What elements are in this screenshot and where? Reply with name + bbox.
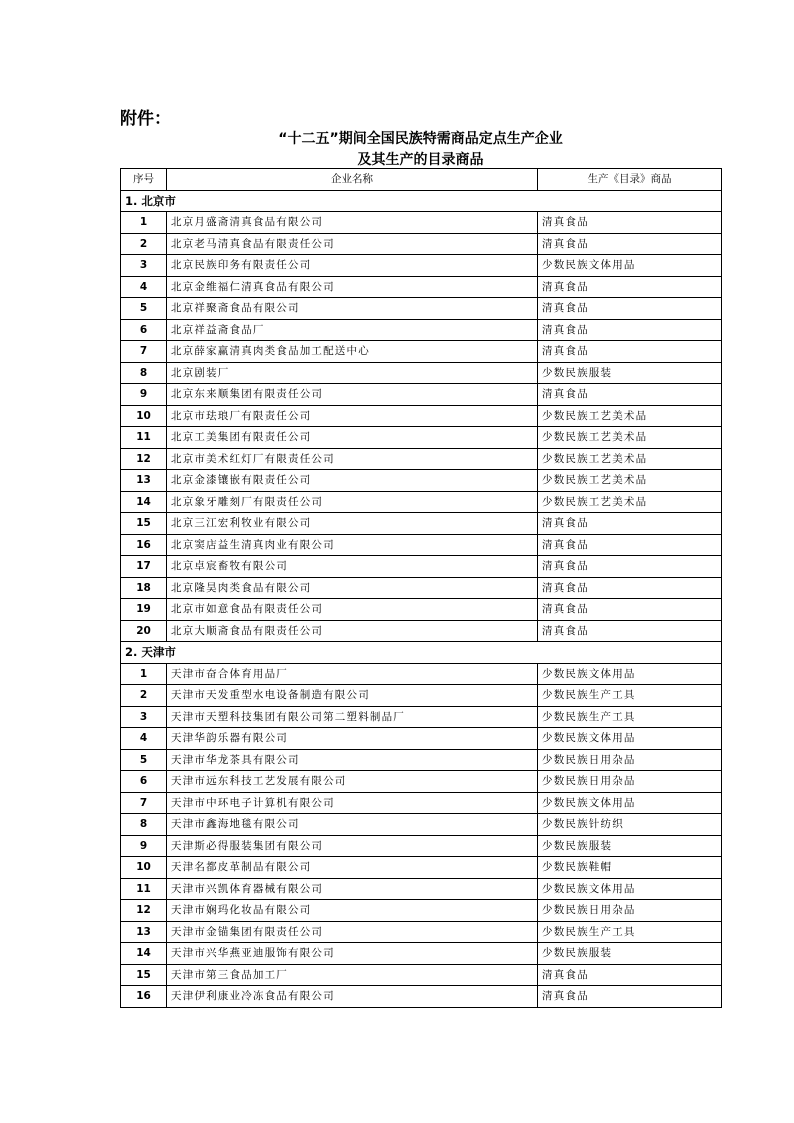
product-category: 清真食品 <box>538 577 722 599</box>
enterprise-name: 北京三江宏利牧业有限公司 <box>167 513 538 535</box>
table-row <box>121 298 722 320</box>
product-category: 清真食品 <box>538 534 722 556</box>
enterprise-name: 天津名都皮革制品有限公司 <box>167 857 538 879</box>
table-row <box>121 212 722 234</box>
enterprise-name: 北京祥聚斋食品有限公司 <box>167 298 538 320</box>
table-row <box>121 448 722 470</box>
table-row <box>121 921 722 943</box>
row-index: 15 <box>121 964 167 986</box>
section-title: 2. 天津市 <box>121 642 722 664</box>
product-category: 少数民族文体用品 <box>538 792 722 814</box>
table-row <box>121 857 722 879</box>
document-title: “十二五”期间全国民族特需商品定点生产企业 <box>278 131 563 147</box>
product-category: 少数民族文体用品 <box>538 878 722 900</box>
column-header-index: 序号 <box>121 169 167 191</box>
enterprise-name: 北京窦店益生清真肉业有限公司 <box>167 534 538 556</box>
product-category: 清真食品 <box>538 964 722 986</box>
row-index: 2 <box>121 685 167 707</box>
product-category: 少数民族工艺美术品 <box>538 491 722 513</box>
row-index: 11 <box>121 427 167 449</box>
product-category: 清真食品 <box>538 276 722 298</box>
product-category: 少数民族服装 <box>538 943 722 965</box>
product-category: 清真食品 <box>538 384 722 406</box>
product-category: 少数民族生产工具 <box>538 685 722 707</box>
enterprise-name: 天津市中环电子计算机有限公司 <box>167 792 538 814</box>
enterprise-name: 北京市珐琅厂有限责任公司 <box>167 405 538 427</box>
row-index: 3 <box>121 255 167 277</box>
table-row <box>121 771 722 793</box>
row-index: 12 <box>121 900 167 922</box>
product-category: 少数民族鞋帽 <box>538 857 722 879</box>
column-header-product: 生产《目录》商品 <box>538 169 722 191</box>
enterprise-name: 北京薛家赢清真肉类食品加工配送中心 <box>167 341 538 363</box>
section-title: 1. 北京市 <box>121 190 722 212</box>
enterprise-name: 北京民族印务有限责任公司 <box>167 255 538 277</box>
enterprise-name: 天津市金锚集团有限责任公司 <box>167 921 538 943</box>
enterprise-name: 天津市兴凯体育器械有限公司 <box>167 878 538 900</box>
row-index: 15 <box>121 513 167 535</box>
table-row <box>121 685 722 707</box>
row-index: 7 <box>121 341 167 363</box>
enterprise-name: 北京金漆镶嵌有限责任公司 <box>167 470 538 492</box>
product-category: 清真食品 <box>538 556 722 578</box>
row-index: 6 <box>121 771 167 793</box>
row-index: 8 <box>121 362 167 384</box>
row-index: 10 <box>121 857 167 879</box>
row-index: 13 <box>121 470 167 492</box>
enterprise-name: 北京大顺斋食品有限责任公司 <box>167 620 538 642</box>
table-row <box>121 341 722 363</box>
table-row <box>121 749 722 771</box>
product-category: 少数民族服装 <box>538 835 722 857</box>
enterprise-name: 北京祥益斋食品厂 <box>167 319 538 341</box>
product-category: 清真食品 <box>538 513 722 535</box>
table-row <box>121 878 722 900</box>
table-row <box>121 964 722 986</box>
row-index: 10 <box>121 405 167 427</box>
table-header-row <box>121 169 722 191</box>
product-category: 少数民族工艺美术品 <box>538 448 722 470</box>
document-subtitle: 及其生产的目录商品 <box>357 152 484 168</box>
table-row <box>121 534 722 556</box>
row-index: 20 <box>121 620 167 642</box>
table-row <box>121 470 722 492</box>
product-category: 清真食品 <box>538 620 722 642</box>
enterprise-name: 天津华韵乐器有限公司 <box>167 728 538 750</box>
enterprise-name: 天津市兴华燕亚迪服饰有限公司 <box>167 943 538 965</box>
product-category: 少数民族日用杂品 <box>538 771 722 793</box>
table-row <box>121 986 722 1008</box>
row-index: 17 <box>121 556 167 578</box>
table-row <box>121 427 722 449</box>
row-index: 18 <box>121 577 167 599</box>
enterprise-name: 天津市第三食品加工厂 <box>167 964 538 986</box>
row-index: 13 <box>121 921 167 943</box>
table-row <box>121 599 722 621</box>
product-category: 少数民族生产工具 <box>538 706 722 728</box>
product-category: 清真食品 <box>538 341 722 363</box>
table-row <box>121 663 722 685</box>
enterprise-name: 北京东来顺集团有限责任公司 <box>167 384 538 406</box>
product-category: 少数民族工艺美术品 <box>538 470 722 492</box>
enterprise-name: 北京剧装厂 <box>167 362 538 384</box>
enterprise-name: 天津市天塑科技集团有限公司第二塑料制品厂 <box>167 706 538 728</box>
row-index: 5 <box>121 298 167 320</box>
product-category: 少数民族工艺美术品 <box>538 405 722 427</box>
product-category: 清真食品 <box>538 233 722 255</box>
section-row <box>121 642 722 664</box>
table-row <box>121 255 722 277</box>
enterprise-name: 北京隆昊肉类食品有限公司 <box>167 577 538 599</box>
enterprise-name: 北京卓宸畜牧有限公司 <box>167 556 538 578</box>
product-category: 少数民族生产工具 <box>538 921 722 943</box>
table-row <box>121 900 722 922</box>
product-category: 清真食品 <box>538 298 722 320</box>
table-row <box>121 835 722 857</box>
table-row <box>121 491 722 513</box>
enterprise-name: 天津市天发重型水电设备制造有限公司 <box>167 685 538 707</box>
enterprise-table <box>120 168 722 1008</box>
enterprise-name: 天津市奋合体育用品厂 <box>167 663 538 685</box>
row-index: 8 <box>121 814 167 836</box>
table-row <box>121 556 722 578</box>
enterprise-name: 天津市华龙茶具有限公司 <box>167 749 538 771</box>
enterprise-name: 天津伊利康业冷冻食品有限公司 <box>167 986 538 1008</box>
row-index: 12 <box>121 448 167 470</box>
enterprise-name: 北京工美集团有限责任公司 <box>167 427 538 449</box>
row-index: 14 <box>121 491 167 513</box>
row-index: 1 <box>121 663 167 685</box>
product-category: 清真食品 <box>538 212 722 234</box>
row-index: 4 <box>121 276 167 298</box>
table-row <box>121 943 722 965</box>
table-row <box>121 362 722 384</box>
table-row <box>121 728 722 750</box>
enterprise-name: 北京月盛斋清真食品有限公司 <box>167 212 538 234</box>
enterprise-name: 北京市美术红灯厂有限责任公司 <box>167 448 538 470</box>
enterprise-name: 天津市鑫海地毯有限公司 <box>167 814 538 836</box>
product-category: 清真食品 <box>538 319 722 341</box>
table-row <box>121 577 722 599</box>
table-row <box>121 706 722 728</box>
table-row <box>121 276 722 298</box>
enterprise-name: 北京象牙雕刻厂有限责任公司 <box>167 491 538 513</box>
table-row <box>121 814 722 836</box>
product-category: 少数民族工艺美术品 <box>538 427 722 449</box>
row-index: 7 <box>121 792 167 814</box>
row-index: 9 <box>121 384 167 406</box>
enterprise-name: 天津市娴玛化妆品有限公司 <box>167 900 538 922</box>
product-category: 清真食品 <box>538 599 722 621</box>
table-row <box>121 620 722 642</box>
row-index: 5 <box>121 749 167 771</box>
table-row <box>121 513 722 535</box>
product-category: 少数民族日用杂品 <box>538 900 722 922</box>
table-row <box>121 405 722 427</box>
product-category: 少数民族文体用品 <box>538 728 722 750</box>
product-category: 清真食品 <box>538 986 722 1008</box>
row-index: 9 <box>121 835 167 857</box>
row-index: 1 <box>121 212 167 234</box>
product-category: 少数民族文体用品 <box>538 663 722 685</box>
attachment-label: 附件： <box>120 109 171 129</box>
product-category: 少数民族针纺织 <box>538 814 722 836</box>
product-category: 少数民族文体用品 <box>538 255 722 277</box>
row-index: 14 <box>121 943 167 965</box>
table-row <box>121 792 722 814</box>
row-index: 2 <box>121 233 167 255</box>
row-index: 3 <box>121 706 167 728</box>
enterprise-name: 北京市如意食品有限责任公司 <box>167 599 538 621</box>
row-index: 4 <box>121 728 167 750</box>
row-index: 11 <box>121 878 167 900</box>
section-row <box>121 190 722 212</box>
enterprise-name: 北京老马清真食品有限责任公司 <box>167 233 538 255</box>
row-index: 19 <box>121 599 167 621</box>
table-row <box>121 384 722 406</box>
row-index: 16 <box>121 534 167 556</box>
enterprise-name: 天津市远东科技工艺发展有限公司 <box>167 771 538 793</box>
product-category: 少数民族服装 <box>538 362 722 384</box>
enterprise-name: 北京金维福仁清真食品有限公司 <box>167 276 538 298</box>
table-row <box>121 319 722 341</box>
row-index: 16 <box>121 986 167 1008</box>
table-body <box>121 190 722 1007</box>
enterprise-name: 天津斯必得服装集团有限公司 <box>167 835 538 857</box>
column-header-enterprise: 企业名称 <box>167 169 538 191</box>
row-index: 6 <box>121 319 167 341</box>
table-row <box>121 233 722 255</box>
product-category: 少数民族日用杂品 <box>538 749 722 771</box>
